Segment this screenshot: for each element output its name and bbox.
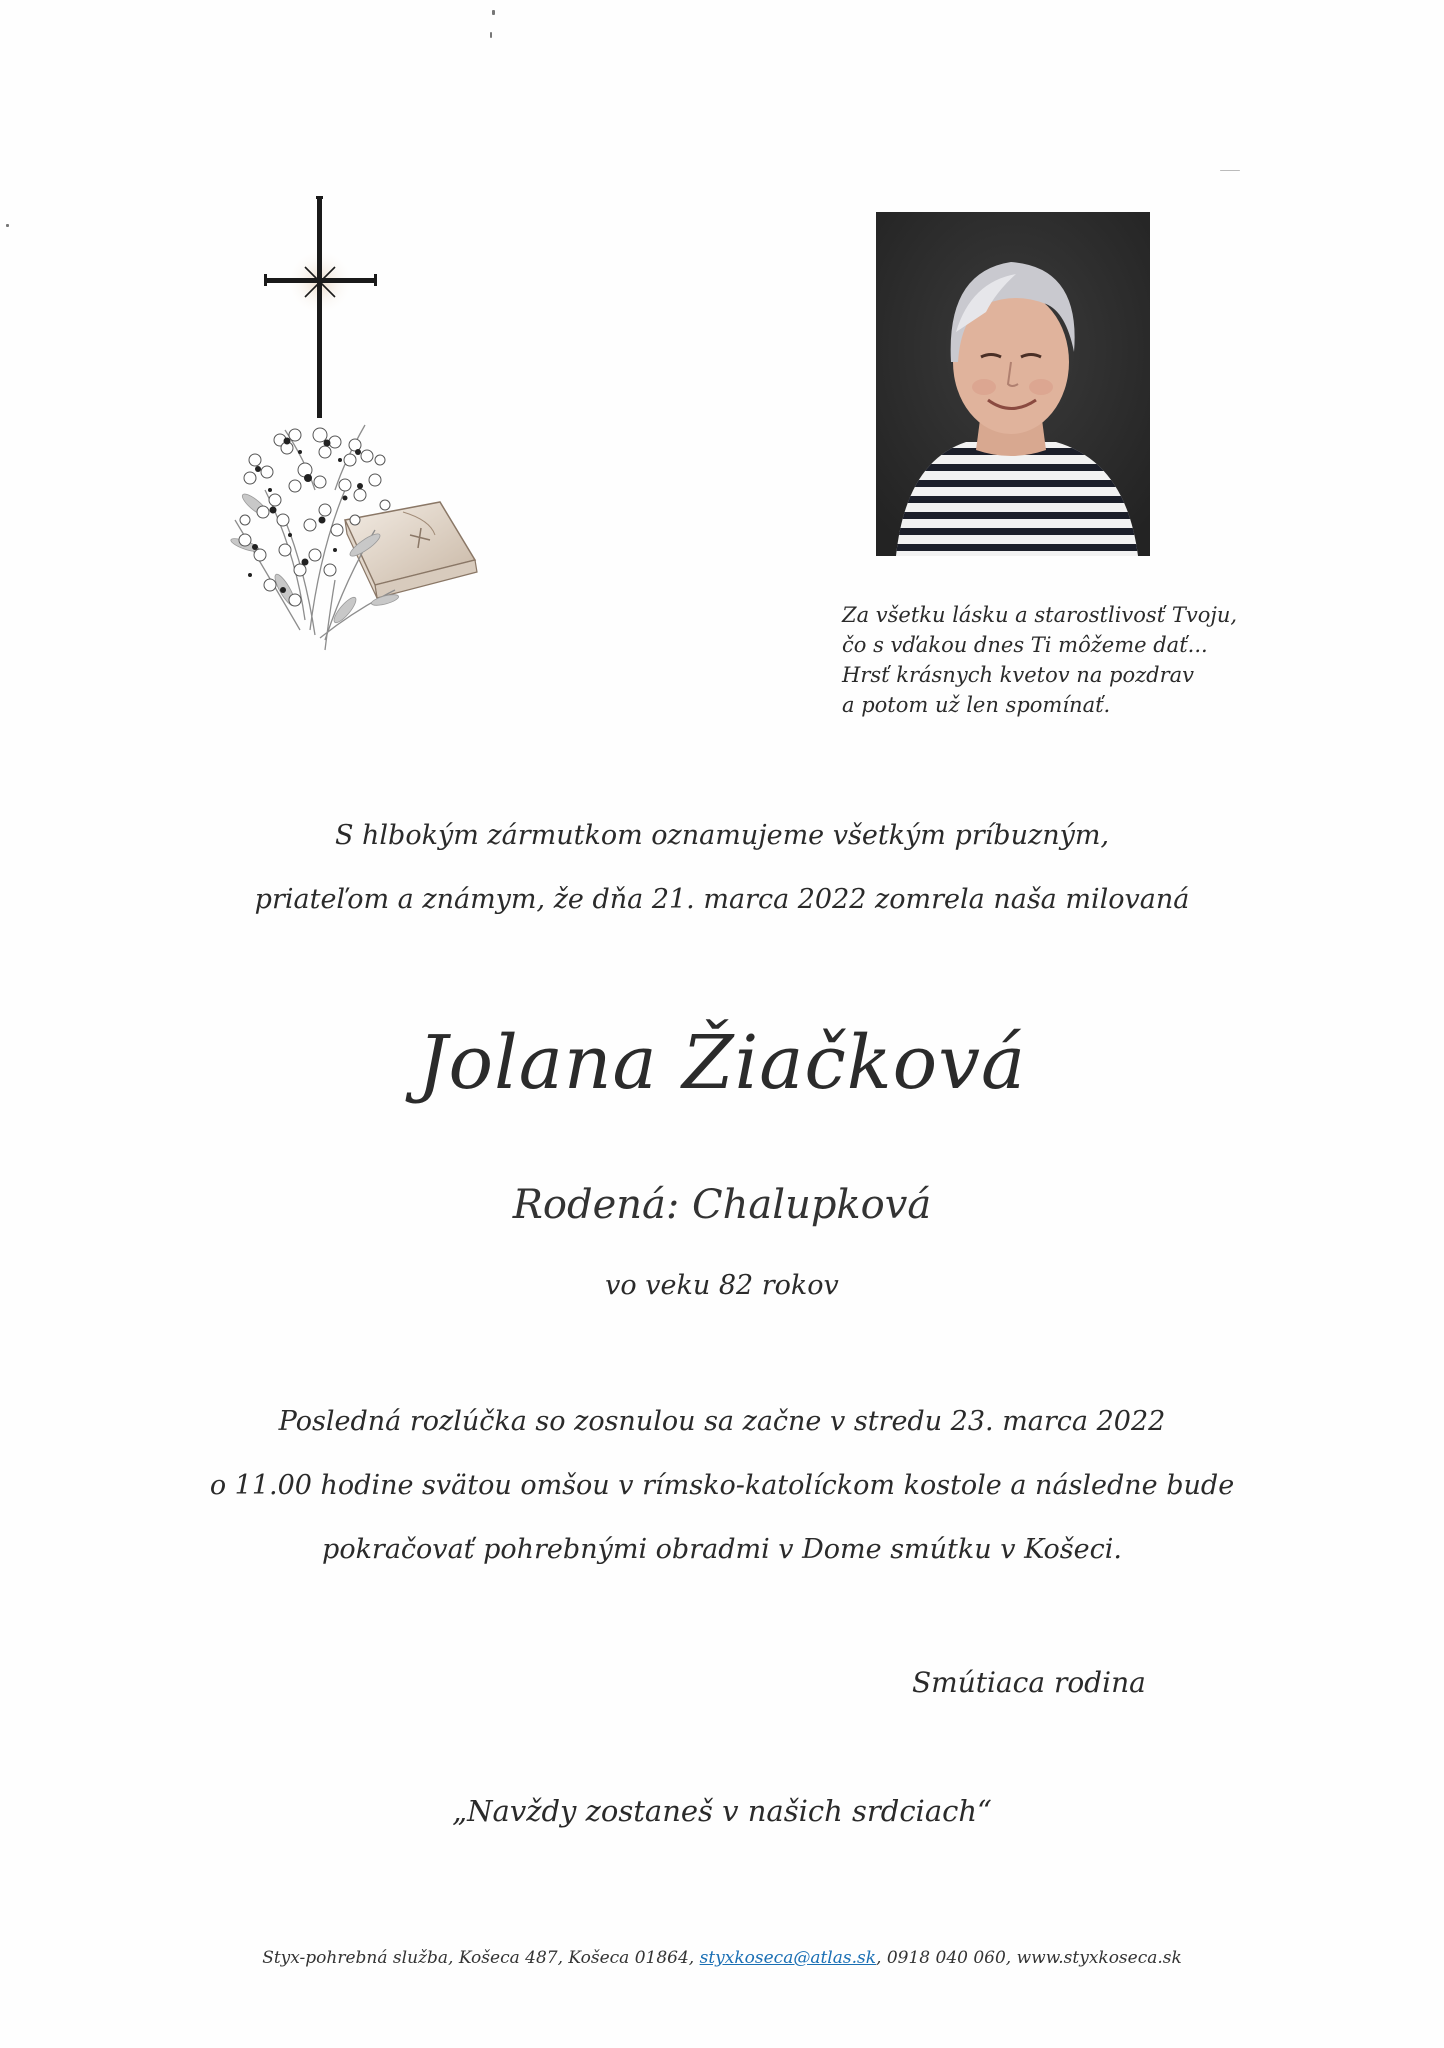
scan-speck <box>490 32 492 38</box>
poem-line: Za všetku lásku a starostlivosť Tvoju, <box>842 603 1238 627</box>
funeral-info-line: pokračovať pohrebnými obradmi v Dome smútku v Košeci. <box>322 1534 1122 1565</box>
cross-with-flowers-and-book-icon <box>225 190 525 670</box>
scan-speck <box>1220 170 1240 171</box>
poem-line: a potom už len spomínať. <box>842 693 1111 717</box>
scan-speck <box>6 224 9 227</box>
announcement-line: priateľom a známym, že dňa 21. marca 2022 zomrela naša milovaná <box>254 884 1190 915</box>
footer-prefix: Styx-pohrebná služba, Košeca 487, Košeca 01864, <box>262 1948 700 1968</box>
motto: „Navždy zostaneš v našich srdciach“ <box>452 1794 992 1828</box>
signature: Smútiaca rodina <box>912 1666 1146 1699</box>
scan-speck <box>492 10 495 15</box>
footer-suffix: , 0918 040 060, www.styxkoseca.sk <box>876 1948 1182 1968</box>
announcement-line: S hlbokým zármutkom oznamujeme všetkým príbuzným, <box>334 820 1110 851</box>
deceased-name: Jolana Žiačková <box>417 1020 1027 1106</box>
poem-line: Hrsť krásnych kvetov na pozdrav <box>842 663 1195 687</box>
poem-line: čo s vďakou dnes Ti môžeme dať... <box>842 633 1208 657</box>
email-link[interactable]: styxkoseca@atlas.sk <box>699 1948 877 1968</box>
funeral-info-line: Posledná rozlúčka so zosnulou sa začne v stredu 23. marca 2022 <box>278 1406 1166 1437</box>
portrait-photo <box>876 212 1150 556</box>
deceased-age: vo veku 82 rokov <box>605 1270 839 1301</box>
funeral-info-line: o 11.00 hodine svätou omšou v rímsko-katolíckom kostole a následne bude <box>209 1470 1235 1501</box>
maiden-name: Rodená: Chalupková <box>512 1182 932 1228</box>
footer-contact <box>0 1948 1444 1968</box>
memorial-poem <box>842 600 1237 720</box>
